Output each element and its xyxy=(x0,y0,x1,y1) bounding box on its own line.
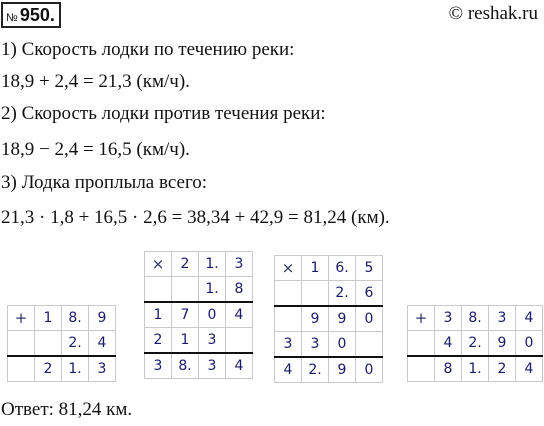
calc-cell xyxy=(35,331,62,357)
calc-cell: 6. xyxy=(329,256,356,281)
calc-row xyxy=(145,302,253,328)
calc-cell xyxy=(356,332,383,358)
step3-expression: 21,3 · 1,8 + 16,5 · 2,6 = 38,34 + 42,9 = 81,24 (км). xyxy=(1,207,390,228)
calc-cell: 3 xyxy=(302,332,329,358)
calc-cell: 2. xyxy=(62,331,89,357)
calc-cell: 1 xyxy=(172,328,199,354)
calc-cell: 8 xyxy=(435,356,462,382)
calc-cell: 4 xyxy=(89,331,116,357)
calc-cell: 9 xyxy=(329,357,356,383)
calc-row xyxy=(8,356,116,382)
calc-cell: 9 xyxy=(489,331,516,357)
calc-cell xyxy=(408,331,435,357)
calc-row xyxy=(275,357,383,383)
calc-row xyxy=(275,256,383,281)
step1-expression: 18,9 + 2,4 = 21,3 (км/ч). xyxy=(1,71,190,92)
calc-cell: 3 xyxy=(199,328,226,354)
calc-cell xyxy=(172,277,199,303)
calc-cell: 1 xyxy=(35,306,62,331)
calc-cell: × xyxy=(145,252,172,277)
calc-cell: 4 xyxy=(516,306,543,331)
calc-cell: 3 xyxy=(275,332,302,358)
calc-cell xyxy=(8,331,35,357)
calc-cell xyxy=(8,356,35,382)
column-multiplication-1 xyxy=(144,251,253,379)
step2-expression: 18,9 − 2,4 = 16,5 (км/ч). xyxy=(1,139,190,160)
calc-cell: 3 xyxy=(489,306,516,331)
step3-title: 3) Лодка проплыла всего: xyxy=(1,172,208,193)
calc-cell: 3 xyxy=(145,353,172,379)
calc-cell: 2. xyxy=(302,357,329,383)
problem-number: 950. xyxy=(19,5,55,25)
column-multiplication-2 xyxy=(274,255,383,383)
calc-cell: 2 xyxy=(172,252,199,277)
calc-cell xyxy=(275,306,302,332)
calc-cell: 3 xyxy=(226,252,253,277)
calc-cell: × xyxy=(275,256,302,281)
calc-row xyxy=(408,306,543,331)
calc-cell: 0 xyxy=(516,331,543,357)
watermark: © reshak.ru xyxy=(448,3,538,24)
step1-title: 1) Скорость лодки по течению реки: xyxy=(1,39,295,60)
calc-cell: 4 xyxy=(226,353,253,379)
calc-cell: 4 xyxy=(226,302,253,328)
calc-cell: 8 xyxy=(226,277,253,303)
calc-cell: 2. xyxy=(462,331,489,357)
calc-cell: 6 xyxy=(356,281,383,307)
calc-cell: 5 xyxy=(356,256,383,281)
calc-cell: 7 xyxy=(172,302,199,328)
answer: Ответ: 81,24 км. xyxy=(1,399,133,420)
calc-cell: 8. xyxy=(462,306,489,331)
calc-cell: 4 xyxy=(516,356,543,382)
calc-cell: 3 xyxy=(435,306,462,331)
calc-row xyxy=(145,252,253,277)
calc-row xyxy=(145,277,253,303)
column-addition-1 xyxy=(7,305,116,382)
calc-cell: 2. xyxy=(329,281,356,307)
calc-cell xyxy=(408,356,435,382)
calc-cell: 9 xyxy=(89,306,116,331)
calc-cell xyxy=(302,281,329,307)
step2-title: 2) Скорость лодки против течения реки: xyxy=(1,103,326,124)
calc-row xyxy=(408,356,543,382)
calc-cell: 1 xyxy=(302,256,329,281)
calc-cell: 4 xyxy=(275,357,302,383)
calc-cell: 8. xyxy=(172,353,199,379)
calc-cell: 1. xyxy=(62,356,89,382)
calc-cell: 1 xyxy=(145,302,172,328)
calc-cell: 3 xyxy=(199,353,226,379)
number-sign: № xyxy=(6,12,18,24)
calc-row xyxy=(8,306,116,331)
calc-cell: 9 xyxy=(329,306,356,332)
calc-row xyxy=(275,306,383,332)
calc-cell xyxy=(145,277,172,303)
column-addition-2 xyxy=(407,305,543,382)
calc-cell: 2 xyxy=(489,356,516,382)
problem-number-box xyxy=(1,2,61,28)
calc-cell: 0 xyxy=(199,302,226,328)
calc-cell: 0 xyxy=(329,332,356,358)
calc-cell: 3 xyxy=(89,356,116,382)
calc-cell: 2 xyxy=(145,328,172,354)
calc-cell xyxy=(275,281,302,307)
calc-row xyxy=(145,328,253,354)
calc-cell: 0 xyxy=(356,306,383,332)
calc-cell: 1. xyxy=(199,252,226,277)
calc-cell: 4 xyxy=(435,331,462,357)
calc-cell: 0 xyxy=(356,357,383,383)
calc-row xyxy=(408,331,543,357)
calc-row xyxy=(275,281,383,307)
calc-row xyxy=(8,331,116,357)
calc-cell xyxy=(226,328,253,354)
calc-cell: 8. xyxy=(62,306,89,331)
calc-cell: 1. xyxy=(199,277,226,303)
calc-cell: + xyxy=(408,306,435,331)
calc-cell: 9 xyxy=(302,306,329,332)
calc-row xyxy=(275,332,383,358)
calc-cell: + xyxy=(8,306,35,331)
calc-cell: 2 xyxy=(35,356,62,382)
calc-cell: 1. xyxy=(462,356,489,382)
calc-row xyxy=(145,353,253,379)
